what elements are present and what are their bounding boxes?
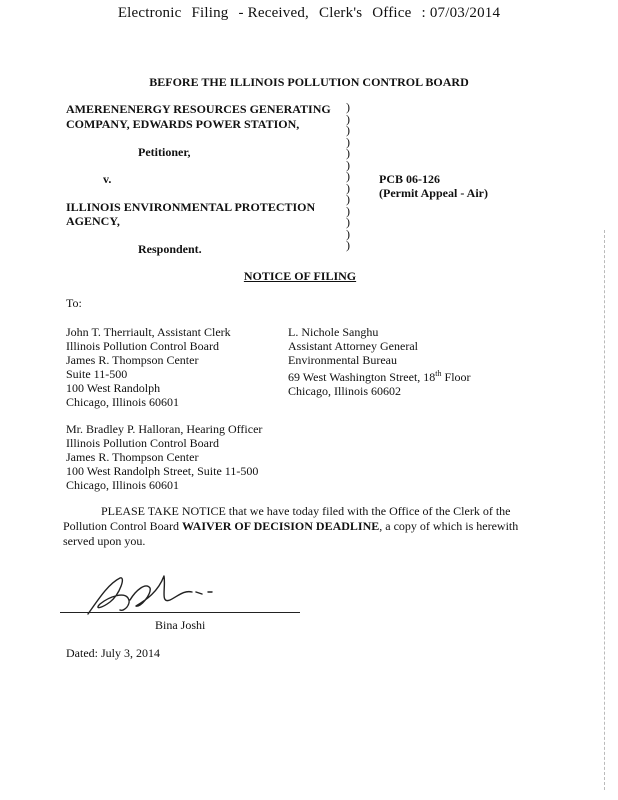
to-label: To:	[66, 296, 82, 310]
scan-edge-line	[604, 230, 605, 790]
recipient-attorney	[288, 325, 471, 398]
stamp-word: Office	[372, 5, 412, 21]
petitioner-name-line1: AMERENENERGY RESOURCES GENERATING	[66, 102, 331, 116]
address-line: James R. Thompson Center	[66, 450, 199, 464]
address-line: Environmental Bureau	[288, 353, 397, 367]
respondent-name-line1: ILLINOIS ENVIRONMENTAL PROTECTION	[66, 200, 316, 214]
address-line: Illinois Pollution Control Board	[66, 436, 220, 450]
signature-line	[60, 612, 300, 613]
stamp-word: Filing	[191, 5, 229, 21]
address-line: L. Nichole Sanghu	[288, 325, 379, 339]
stamp-word: - Received,	[238, 5, 309, 21]
respondent-name-line2: AGENCY,	[66, 214, 120, 228]
respondent-role: Respondent.	[138, 242, 202, 256]
caption-parentheses: ) ) ) ) ) ) ) ) ) ) ) ) )	[346, 100, 350, 252]
address-line: Chicago, Illinois 60601	[66, 395, 179, 409]
recipient-hearing-officer	[66, 422, 262, 492]
address-line: Suite 11-500	[66, 367, 128, 381]
notice-paragraph: PLEASE TAKE NOTICE that we have today filed with the Office of the Clerk of the Pollution Control Board WAIVER OF DECISION DEADLINE, a copy of which is herewith served upon you.	[63, 504, 519, 548]
stamp-word: Clerk's	[319, 5, 363, 21]
stamp-word: Electronic	[117, 5, 182, 21]
versus-label: v.	[103, 172, 112, 186]
address-line: Illinois Pollution Control Board	[66, 339, 220, 353]
petitioner-name-line2: COMPANY, EDWARDS POWER STATION,	[66, 117, 300, 131]
address-line: Mr. Bradley P. Halloran, Hearing Officer	[66, 422, 263, 436]
address-line: Chicago, Illinois 60602	[288, 384, 401, 398]
filing-stamp	[0, 5, 618, 22]
case-type: (Permit Appeal - Air)	[379, 186, 488, 200]
address-line: Chicago, Illinois 60601	[66, 478, 179, 492]
board-heading: BEFORE THE ILLINOIS POLLUTION CONTROL BOARD	[149, 75, 469, 89]
address-line: John T. Therriault, Assistant Clerk	[66, 325, 231, 339]
address-line: Assistant Attorney General	[288, 339, 418, 353]
address-line: 100 West Randolph Street, Suite 11-500	[66, 464, 259, 478]
address-line: 100 West Randolph	[66, 381, 161, 395]
petitioner-role: Petitioner,	[138, 145, 191, 159]
dated-line: Dated: July 3, 2014	[66, 646, 160, 660]
address-line: 69 West Washington Street, 18th Floor	[288, 369, 471, 384]
address-line: James R. Thompson Center	[66, 353, 199, 367]
recipient-clerk	[66, 325, 231, 409]
signer-name: Bina Joshi	[155, 618, 206, 632]
notice-title: NOTICE OF FILING	[243, 269, 357, 283]
case-number: PCB 06-126	[379, 172, 440, 186]
stamp-date: : 07/03/2014	[421, 5, 501, 21]
